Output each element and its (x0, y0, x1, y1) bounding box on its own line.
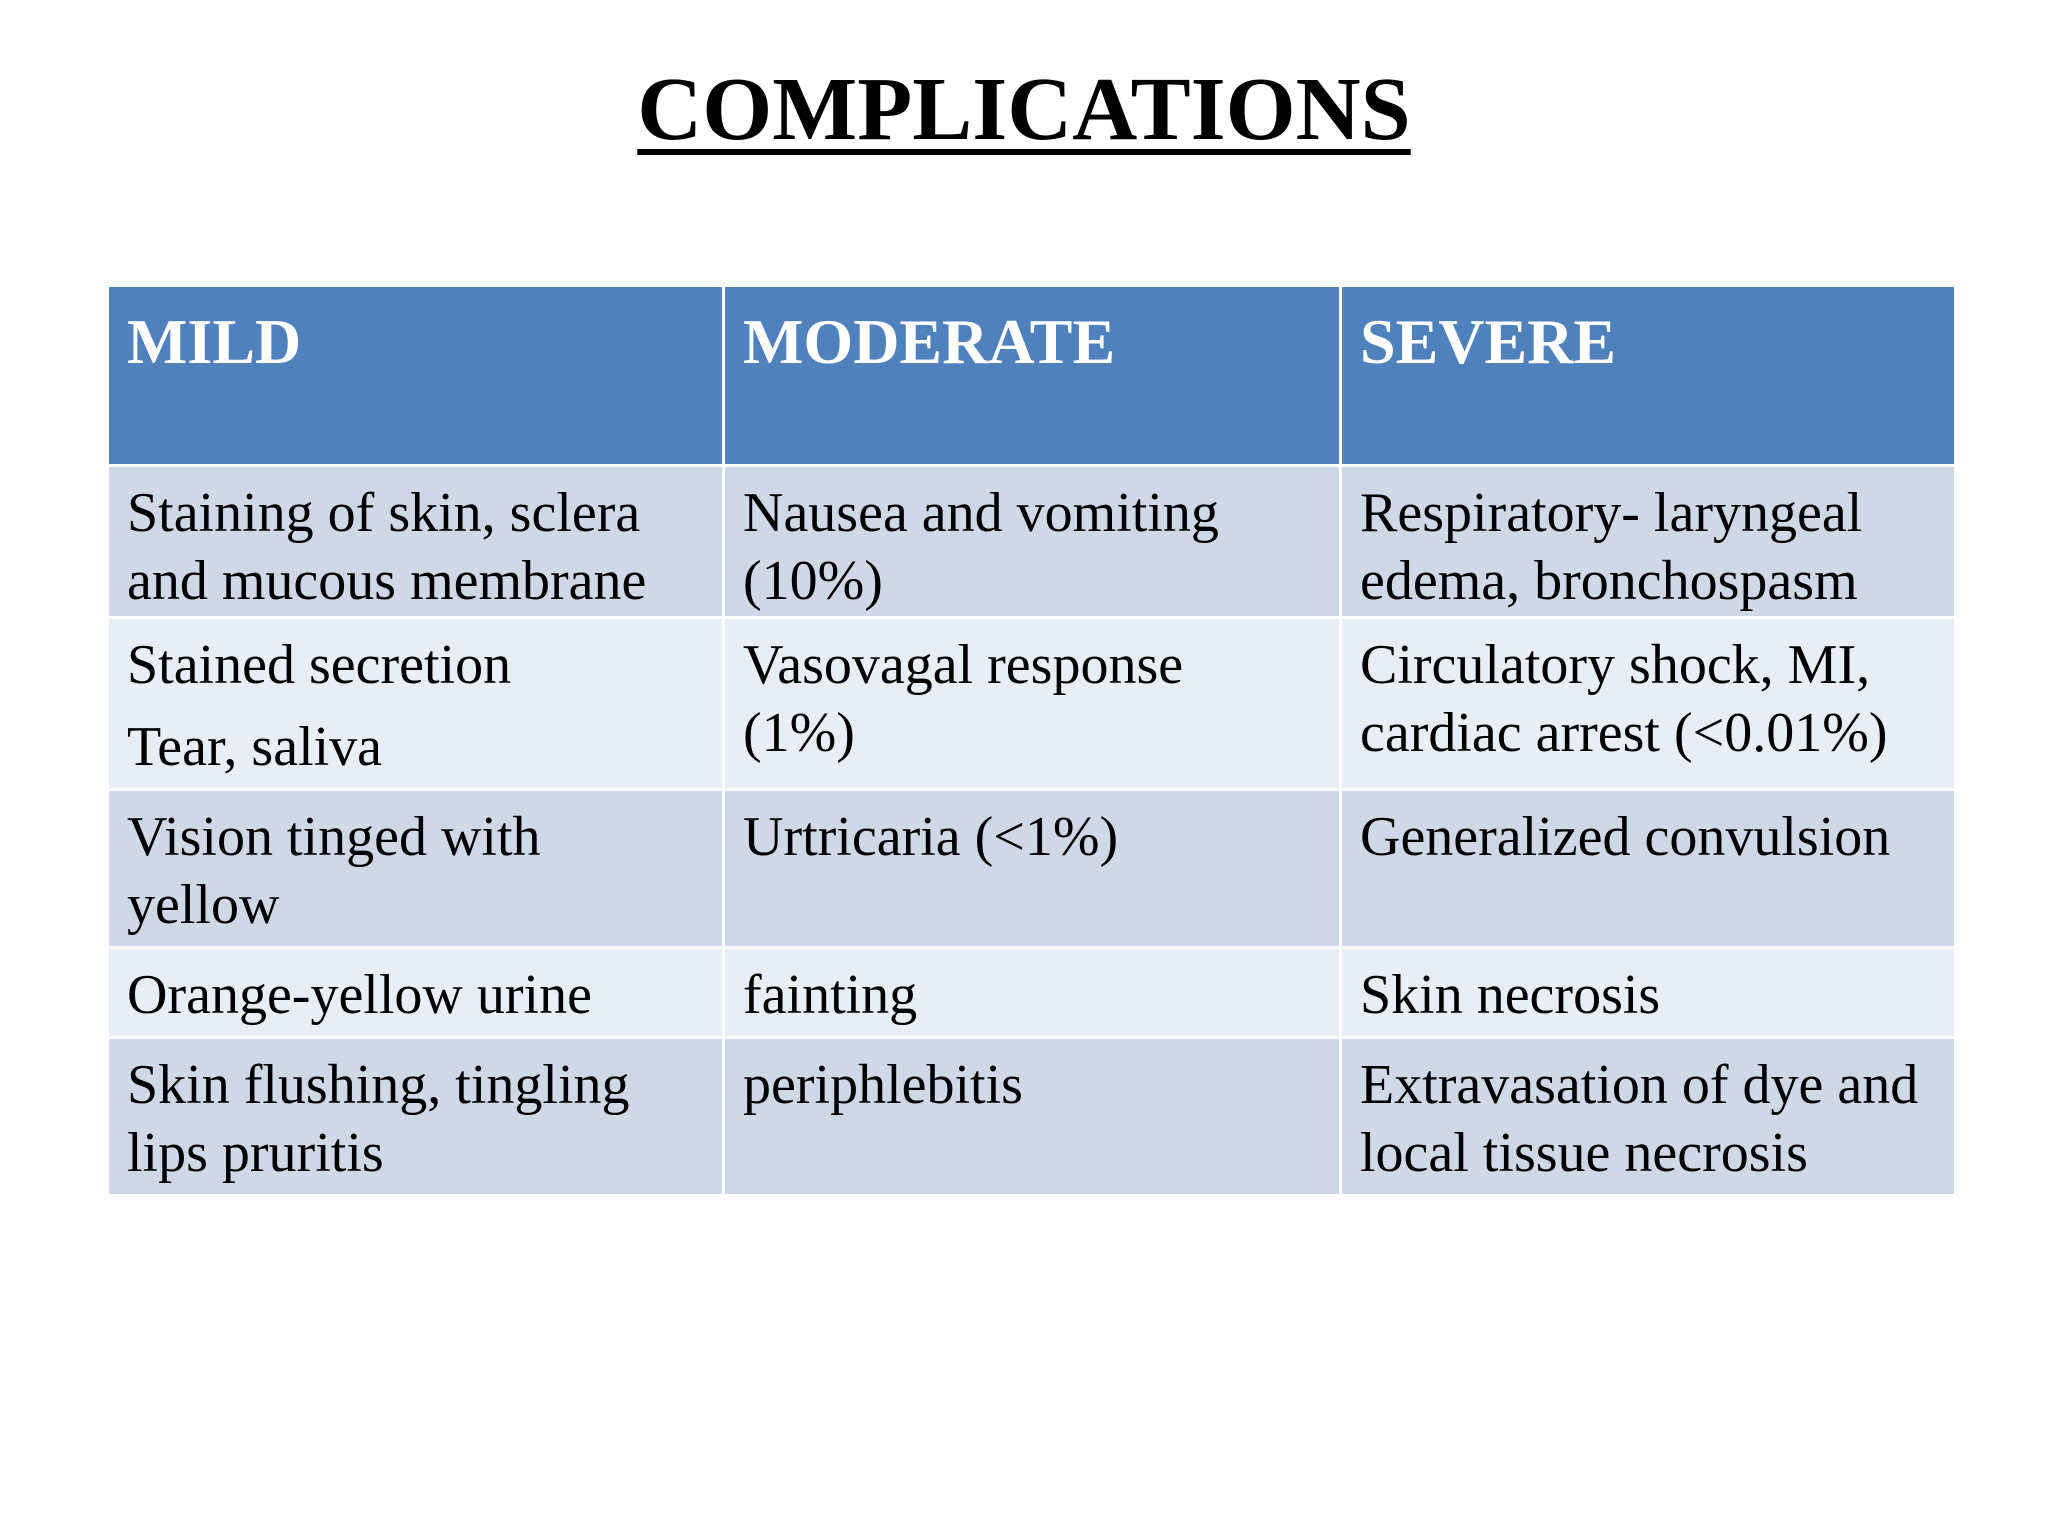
cell-mild (108, 466, 724, 618)
cell-line: (1%) (743, 702, 855, 764)
slide-title (0, 60, 2048, 160)
cell-line: Circulatory shock, MI, (1360, 634, 1871, 696)
cell-line: Vision tinged with (127, 806, 541, 868)
cell-severe (1341, 790, 1956, 948)
cell-line: Skin necrosis (1360, 964, 1661, 1026)
cell-line: local tissue necrosis (1360, 1122, 1808, 1184)
cell-line: Stained secretion (127, 634, 512, 696)
cell-severe (1341, 618, 1956, 790)
cell-line: Staining of skin, sclera (127, 482, 641, 544)
header-moderate: MODERATE (724, 286, 1341, 466)
cell-mild (108, 790, 724, 948)
cell-line: and mucous membrane (127, 550, 647, 612)
cell-moderate (724, 790, 1341, 948)
table-row (108, 790, 1956, 948)
cell-line: Respiratory- laryngeal (1360, 482, 1863, 544)
table-row (108, 466, 1956, 618)
cell-line: lips pruritis (127, 1122, 384, 1184)
cell-moderate (724, 948, 1341, 1038)
cell-line: fainting (743, 964, 918, 1026)
table-header-row (108, 286, 1956, 466)
table-row (108, 1038, 1956, 1196)
cell-line: Vasovagal response (743, 634, 1184, 696)
cell-moderate (724, 466, 1341, 618)
header-mild: MILD (108, 286, 724, 466)
cell-line: (10%) (743, 550, 883, 612)
cell-mild (108, 948, 724, 1038)
cell-line: Skin flushing, tingling (127, 1054, 630, 1116)
cell-mild (108, 618, 724, 790)
cell-severe (1341, 466, 1956, 618)
cell-mild (108, 1038, 724, 1196)
cell-line: edema, bronchospasm (1360, 550, 1858, 612)
cell-severe (1341, 948, 1956, 1038)
cell-line: yellow (127, 874, 280, 936)
cell-moderate (724, 1038, 1341, 1196)
cell-line: cardiac arrest (<0.01%) (1360, 702, 1888, 764)
cell-line: Extravasation of dye and (1360, 1054, 1919, 1116)
cell-line: periphlebitis (743, 1054, 1023, 1116)
cell-line: Nausea and vomiting (743, 482, 1219, 544)
slide-title-text: COMPLICATIONS (637, 60, 1411, 159)
header-severe: SEVERE (1341, 286, 1956, 466)
cell-line: Generalized convulsion (1360, 806, 1891, 868)
table-row (108, 948, 1956, 1038)
cell-severe (1341, 1038, 1956, 1196)
cell-moderate (724, 618, 1341, 790)
table-row (108, 618, 1956, 790)
cell-line: Urtricaria (<1%) (743, 806, 1119, 868)
cell-line: Orange-yellow urine (127, 964, 592, 1026)
complications-table-container (106, 284, 1954, 1197)
cell-line: Tear, saliva (127, 716, 383, 778)
complications-table (106, 284, 1957, 1197)
